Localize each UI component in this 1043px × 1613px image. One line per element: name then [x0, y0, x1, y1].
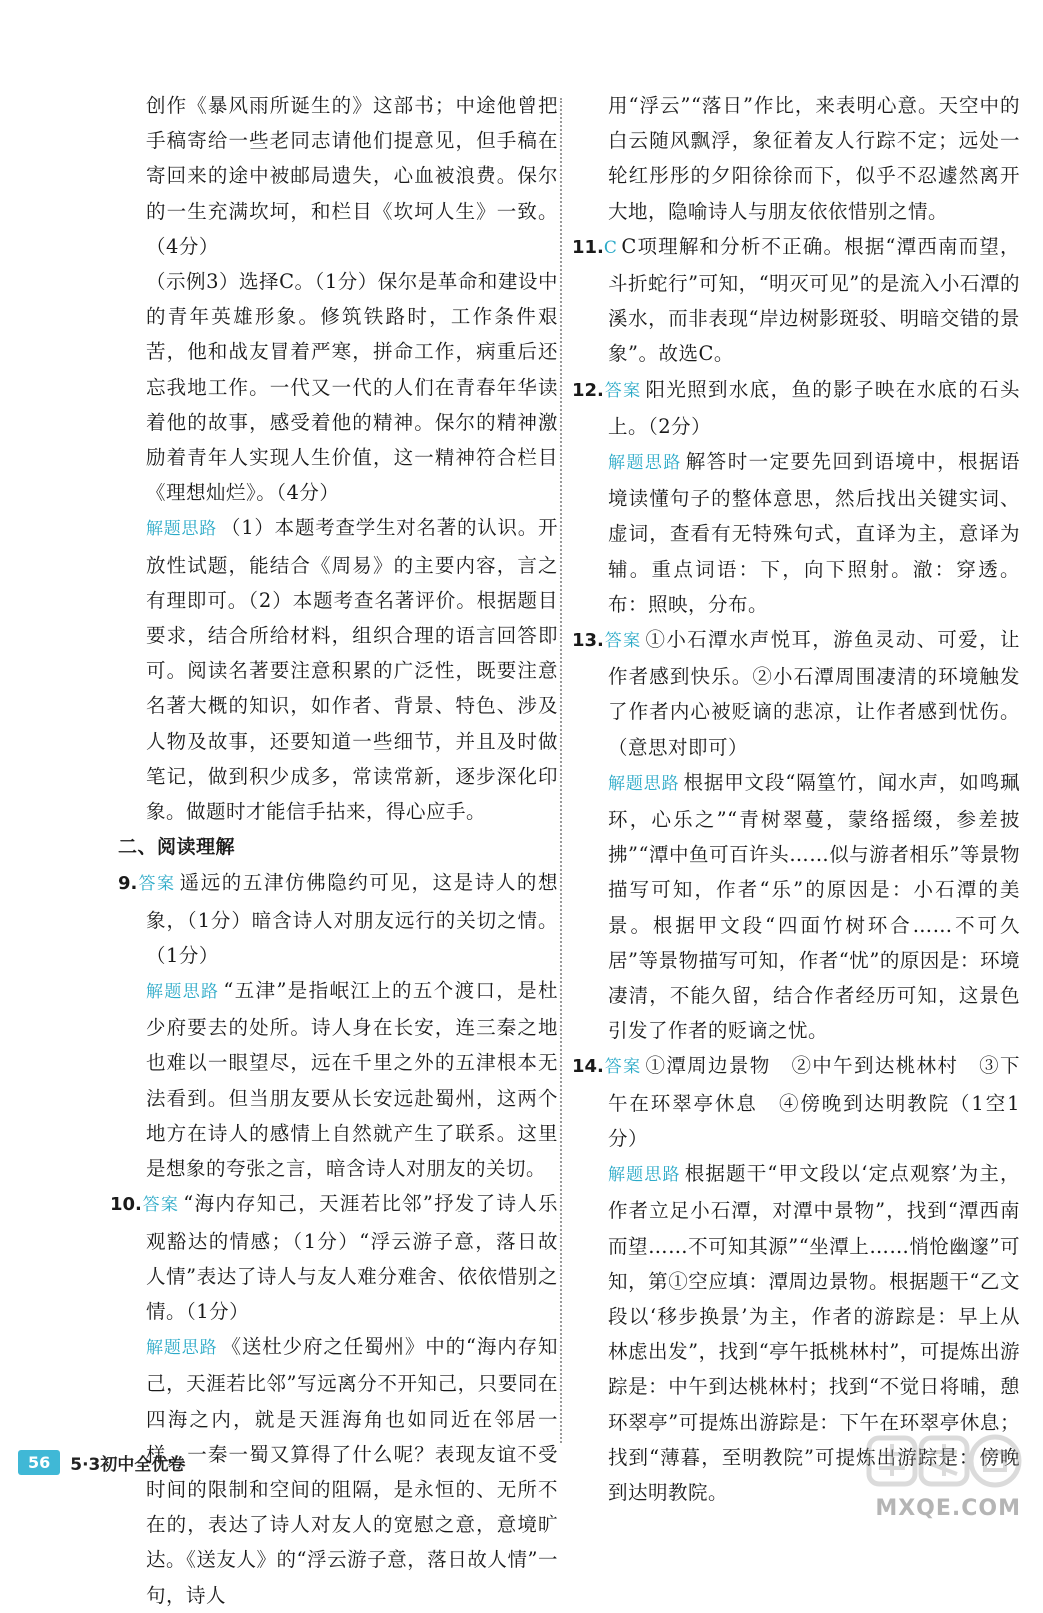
- answer-tag: 答案: [603, 380, 642, 401]
- answer-tag: 答案: [603, 1057, 642, 1078]
- book-title: 5·3初中全优卷: [70, 1454, 186, 1475]
- q14-answer: [572, 1048, 1020, 1156]
- right-paragraph-1: 用“浮云”“落日”作比，来表明心意。天空中的白云随风飘浮，象征着友人行踪不定；远处一轮红彤彤的夕阳徐徐而下，似乎不忍遽然离开大地，隐喻诗人与朋友依依惜别之情。: [608, 94, 1020, 223]
- q13-think: [580, 765, 1020, 1049]
- think-tag: 解题思路: [146, 1338, 218, 1359]
- left-column: [110, 88, 558, 1613]
- q13-think-text: 根据甲文段“隔篁竹，闻水声，如鸣珮环，心乐之”“青树翠蔓，蒙络摇缀，参差披拂”“潭中鱼可百许头……似与游者相乐”等景物描写可知，作者“乐”的原因是：小石潭的美景。根据甲文段“四面竹树环合……不可久居”等景物描写可知，作者“忧”的原因是：环境凄清，不能久留，结合作者经历可知，这景色引发了作者的贬谪之忧。: [608, 770, 1020, 1043]
- left-paragraph-1: 创作《暴风雨所诞生的》这部书；中途他曾把手稿寄给一些老同志请他们提意见，但手稿在寄回来的途中被邮局遗失，心血被浪费。保尔的一生充满坎坷，和栏目《坎坷人生》一致。（4分）: [146, 94, 558, 258]
- answer-tag: 答案: [603, 631, 642, 652]
- q12-think: [580, 444, 1020, 622]
- q9-text: 遥远的五津仿佛隐约可见，这是诗人的想象，（1分）暗含诗人对朋友远行的关切之情。（1分）: [146, 871, 558, 967]
- q13-number: 13.: [572, 630, 604, 652]
- right-column: [572, 88, 1021, 1510]
- q14-number: 14.: [572, 1056, 604, 1078]
- q13-text: ①小石潭水声悦耳，游鱼灵动、可爱，让作者感到快乐。②小石潭周围凄清的环境触发了作者内心被贬谪的悲凉，让作者感到忧伤。（意思对即可）: [608, 628, 1020, 759]
- q10-number: 10.: [110, 1194, 142, 1216]
- q12-number: 12.: [572, 379, 604, 401]
- q12-answer: [572, 372, 1020, 444]
- left-paragraph-2: （示例3）选择C。（1分）保尔是革命和建设中的青年英雄形象。修筑铁路时，工作条件艰苦，他和战友冒着严寒，拼命工作，病重后还忘我地工作。一代又一代的人们在青春年华读着他的故事，感受着他的精神。保尔的精神激励着青年人实现人生价值，这一精神符合栏目《理想灿烂》。（4分）: [146, 270, 558, 505]
- think-tag: 解题思路: [146, 519, 218, 540]
- watermark-url: MXQE.COM: [875, 1496, 1021, 1521]
- q9-think: [118, 973, 558, 1186]
- q11-answer: [572, 229, 1020, 372]
- q10-answer: [110, 1186, 558, 1329]
- q12-think-text: 解答时一定要先回到语境中，根据语境读懂句子的整体意思，然后找出关键实词、虚词，查看有无特殊句式，直译为主，意译为辅。重点词语：下，向下照射。澈：穿透。布：照映，分布。: [608, 450, 1020, 616]
- q11-number: 11.: [572, 236, 604, 258]
- q9-think-text: “五津”是指岷江上的五个渡口，是杜少府要去的处所。诗人身在长安，连三秦之地也难以一眼望尽，远在千里之外的五津根本无法看到。但当朋友要从长安远赴蜀州，这两个地方在诗人的感情上自然就产生了联系。这里是想象的夸张之言，暗含诗人对朋友的关切。: [146, 979, 558, 1181]
- think-1: [118, 510, 558, 829]
- think-tag: 解题思路: [608, 1165, 681, 1186]
- q14-think-text: 根据题干“甲文段以‘定点观察’为主，作者立足小石潭，对潭中景物”，找到“潭西南而望……不可知其源”“坐潭上……悄怆幽邃”可知，第①空应填：潭周边景物。根据题干“乙文段以‘移步换景’为主，作者的游踪是：早上从林虑出发”，找到“亭午抵桃林村”，可提炼出游踪是：中午到达桃林村；找到“不觉日将晡，憩环翠亭”可提炼出游踪是：下午在环翠亭休息；找到“薄暮，至明教院”可提炼出游踪是：傍晚到达明教院。: [608, 1162, 1021, 1504]
- q11-answer-letter: C: [603, 237, 618, 258]
- q13-answer: [572, 622, 1020, 765]
- think-tag: 解题思路: [608, 453, 682, 474]
- page-footer: [18, 1445, 185, 1479]
- column-divider: [560, 98, 562, 1443]
- answer-tag: 答案: [141, 1195, 180, 1216]
- think-tag: 解题思路: [608, 773, 680, 794]
- q11-text: C项理解和分析不正确。根据“潭西南而望，斗折蛇行”可知，“明灭可见”的是流入小石潭的溪水，而非表现“岸边树影斑驳、明暗交错的景象”。故选C。: [608, 234, 1020, 366]
- q10-text: “海内存知己，天涯若比邻”抒发了诗人乐观豁达的情感；（1分）“浮云游子意，落日故人情”表达了诗人与友人难分难舍、依依惜别之情。（1分）: [146, 1192, 558, 1323]
- section-heading: [118, 829, 558, 865]
- answer-tag: 答案: [137, 874, 176, 895]
- q12-text: 阳光照到水底，鱼的影子映在水底的石头上。（2分）: [608, 377, 1020, 438]
- think-tag: 解题思路: [146, 982, 220, 1003]
- q9-number: 9.: [118, 873, 138, 895]
- q10-think-text: 《送杜少府之任蜀州》中的“海内存知己，天涯若比邻”写远离分不开知己，只要同在四海之内，就是天涯海角也如同近在邻居一样，一秦一蜀又算得了什么呢？表现友谊不受时间的限制和空间的阻隔，是永恒的、无所不在的，表达了诗人对友人的宽慰之意，意境旷达。《送友人》的“浮云游子意，落日故人情”一句，诗人: [146, 1335, 558, 1607]
- section-title: 二、阅读理解: [118, 836, 236, 859]
- think-1-text: （1）本题考查学生对名著的认识。开放性试题，能结合《周易》的主要内容，言之有理即可。（2）本题考查名著评价。根据题目要求，结合所给材料，组织合理的语言回答即可。阅读名著要注意积累的广泛性，既要注意名著大概的知识，如作者、背景、特色、涉及人物及故事，还要知道一些细节，并且及时做笔记，做到积少成多，常读常新，逐步深化印象。做题时才能信手拈来，得心应手。: [146, 516, 558, 824]
- page-number-badge: 56: [18, 1450, 60, 1475]
- q14-text: ①潭周边景物 ②中午到达桃林村 ③下午在环翠亭休息 ④傍晚到达明教院（1空1分）: [608, 1054, 1020, 1150]
- q9-answer: [118, 865, 558, 973]
